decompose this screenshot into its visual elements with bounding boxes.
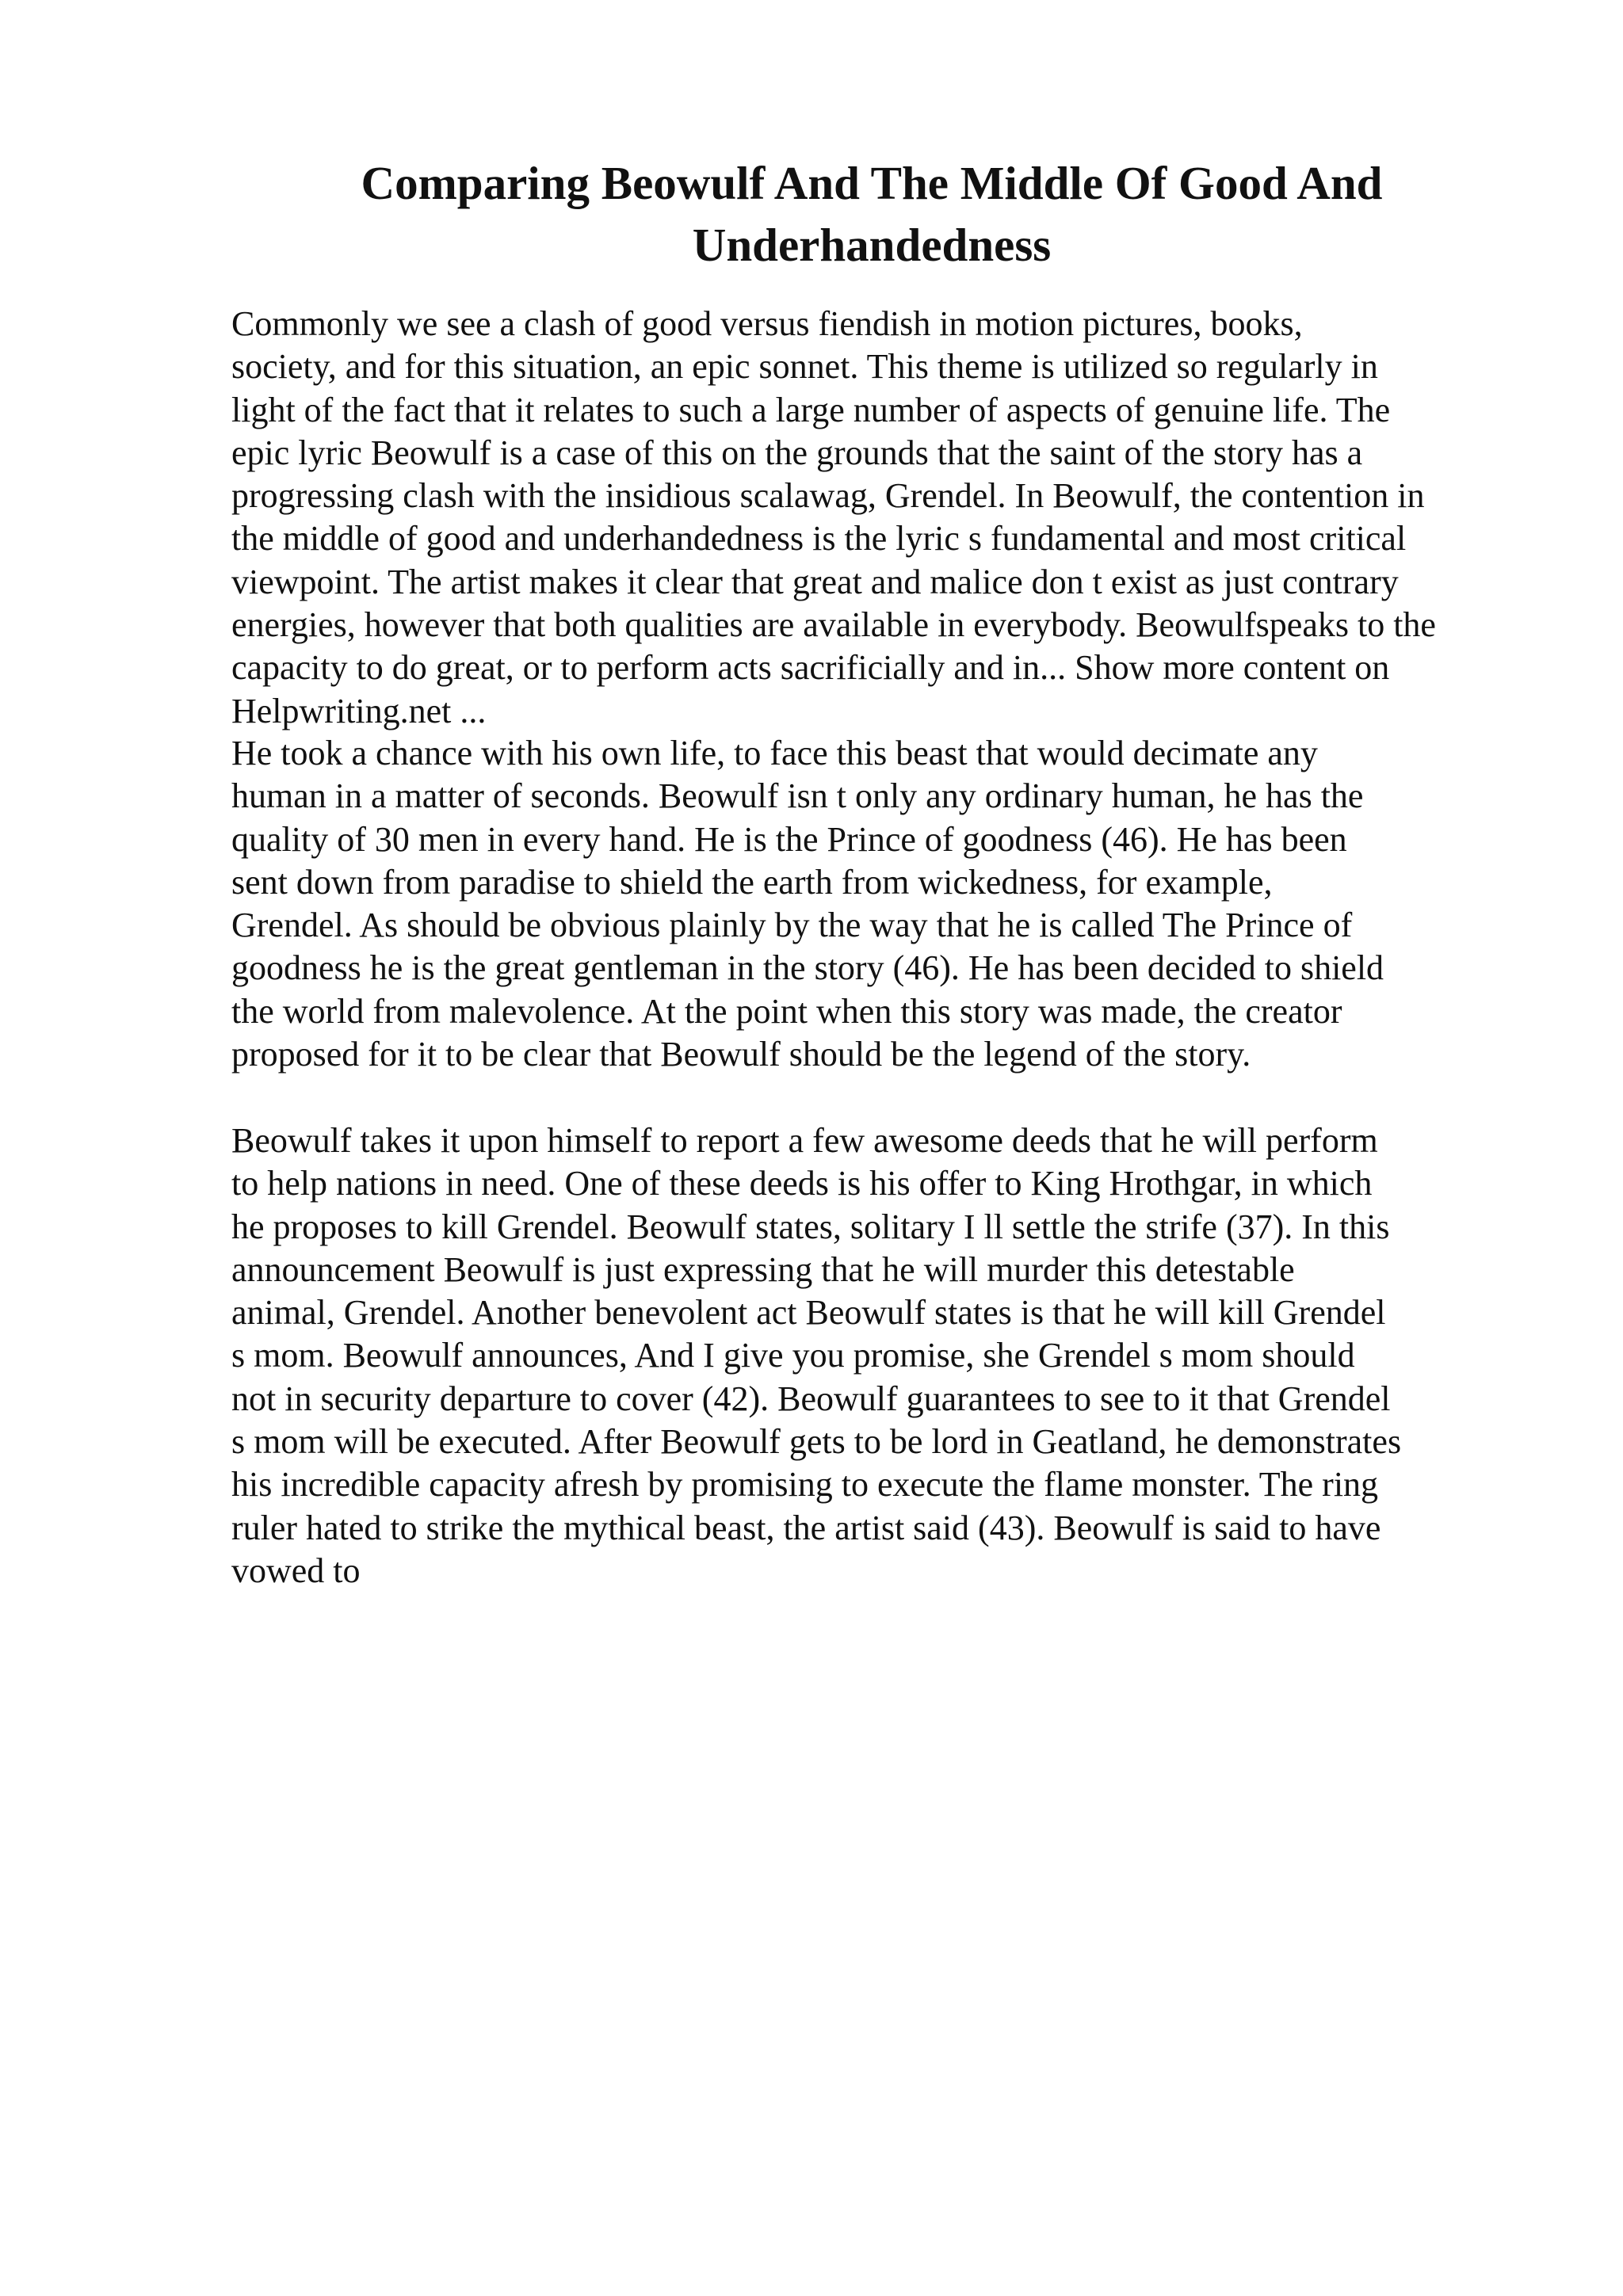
- text-line: proposed for it to be clear that Beowulf should be the legend of the story.: [231, 1035, 1251, 1074]
- text-line: quality of 30 men in every hand. He is the Prince of goodness (46). He has been: [231, 819, 1347, 859]
- text-line: s mom will be executed. After Beowulf gets to be lord in Geatland, he demonstrates: [231, 1422, 1402, 1462]
- text-line: to help nations in need. One of these deeds is his offer to King Hrothgar, in which: [231, 1164, 1373, 1203]
- text-line: energies, however that both qualities are available in everybody. Beowulfspeaks to the: [231, 605, 1436, 645]
- text-line: announcement Beowulf is just expressing that he will murder this detestable: [231, 1249, 1295, 1289]
- text-line: progressing clash with the insidious scalawag, Grendel. In Beowulf, the contention in: [231, 476, 1425, 516]
- title-line: Comparing Beowulf And The Middle Of Good And: [361, 157, 1383, 209]
- text-line: human in a matter of seconds. Beowulf isn t only any ordinary human, he has the: [231, 776, 1364, 816]
- text-line: he proposes to kill Grendel. Beowulf states, solitary I ll settle the strife (37). In this: [231, 1207, 1390, 1246]
- text-line: ruler hated to strike the mythical beast, the artist said (43). Beowulf is said to have: [231, 1508, 1381, 1547]
- text-line: the middle of good and underhandedness is the lyric s fundamental and most critical: [231, 519, 1407, 559]
- text-line: vowed to: [231, 1550, 361, 1590]
- text-line: viewpoint. The artist makes it clear that great and malice don t exist as just contrary: [231, 562, 1399, 601]
- text-line: He took a chance with his own life, to face this beast that would decimate any: [231, 734, 1318, 772]
- text-line: light of the fact that it relates to such a large number of aspects of genuine life. The: [231, 390, 1391, 429]
- text-line: society, and for this situation, an epic sonnet. This theme is utilized so regularly in: [231, 347, 1378, 387]
- text-line: animal, Grendel. Another benevolent act Beowulf states is that he will kill Grendel: [231, 1293, 1386, 1333]
- text-line: Grendel. As should be obvious plainly by the way that he is called The Prince of: [231, 906, 1353, 945]
- text-line: goodness he is the great gentleman in the story (46). He has been decided to shield: [231, 948, 1384, 988]
- text-line: epic lyric Beowulf is a case of this on the grounds that the saint of the story has a: [231, 433, 1363, 472]
- title-line: Underhandedness: [692, 219, 1052, 271]
- document-title: [262, 152, 1482, 276]
- text-line: capacity to do great, or to perform acts sacrificially and in... Show more content on: [231, 648, 1390, 688]
- text-line: the world from malevolence. At the point when this story was made, the creator: [231, 991, 1342, 1031]
- paragraph-body: [231, 1119, 1594, 1592]
- text-line: Beowulf takes it upon himself to report a few awesome deeds that he will perform: [231, 1121, 1378, 1160]
- text-line: not in security departure to cover (42). Beowulf guarantees to see to it that Grendel: [231, 1379, 1391, 1418]
- paragraph-intro: [231, 303, 1594, 733]
- text-line: sent down from paradise to shield the earth from wickedness, for example,: [231, 862, 1273, 902]
- paragraph-body: [231, 732, 1594, 1076]
- text-line: Helpwriting.net ...: [231, 691, 487, 730]
- text-line: s mom. Beowulf announces, And I give you promise, she Grendel s mom should: [231, 1336, 1355, 1375]
- text-line: his incredible capacity afresh by promising to execute the flame monster. The ring: [231, 1465, 1379, 1505]
- text-line: Commonly we see a clash of good versus fiendish in motion pictures, books,: [231, 304, 1303, 343]
